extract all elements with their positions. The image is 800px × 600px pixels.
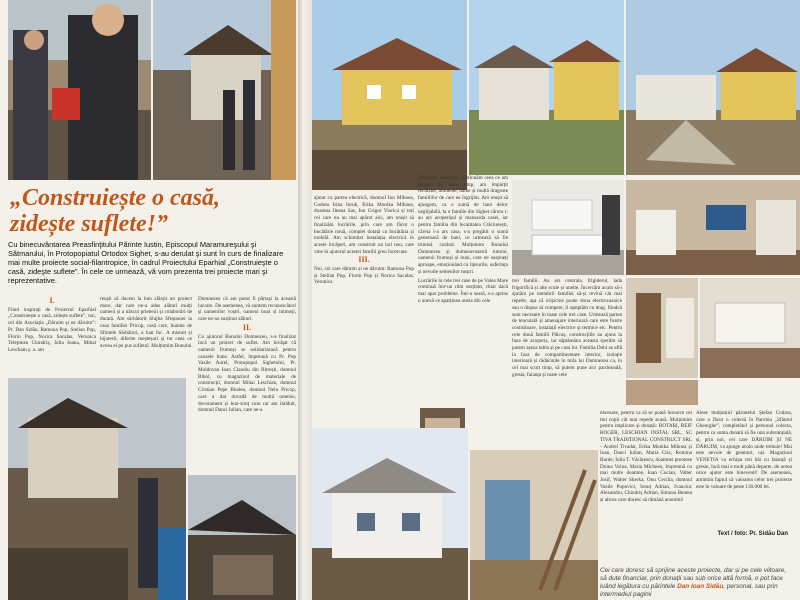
title-line-2: zidește suflete!” — [10, 211, 168, 237]
photo-burnt-house-people — [153, 0, 296, 180]
page-gutter — [298, 0, 312, 600]
callout-tail: , personal, sau prin intermediul paginii — [600, 583, 778, 598]
text-column-6 — [600, 410, 692, 562]
donation-callout — [600, 567, 790, 599]
column-4b-text: Lucrările la cele trei case de pe Valea Mare continuă într-un ritm susținut, chiar dacă mai apar probleme. Într-o seară, s-a aprins o anexă ce aparținea uneia din cele — [418, 277, 508, 304]
photo-new-kitchen — [512, 180, 624, 275]
photo-interior-strip — [626, 380, 698, 405]
section-heading-1: I. — [49, 296, 55, 305]
photo-house-construction-3 — [626, 0, 800, 175]
text-column-4 — [418, 175, 508, 405]
photo-priest-with-victim — [8, 0, 151, 180]
column-3a-text: ajutat cu partea electrică, domnul Ion Mihnea, Codrea Irina Ioruk, Erika Monika Mihnea, doamna Ileana Sas, Ion Grigor Viorica și toți cei care nu au mai apărut aici, am reușit să finalizăm lucrările, prin care am făcut o bucătărie nouă, complet dotată cu bucătăria și mobilă. Am schimbat instalația electrică în aceste încăperi, am construit un hol nou, care vine în ajutorul acestei familii greu încercate. — [314, 195, 414, 255]
text-column-3 — [314, 195, 414, 427]
photo-hallway — [626, 278, 698, 378]
column-2a-text: reușit să ducem la bun sfârșit un proiect mare, dar care ne-a adus alături mulți oameni și a născut prietenii și colaborări de durată. Am sărbătorit Slujba Sfeștaniei la casa familiei Pricop, casă care, înainte de Sfintele Sărbători, a luat foc. A mistuit și bijuterii, diferite meșteșuri și tot ceea ce aveau ei pe pus sufletul. Mulțumim Bunului — [100, 296, 192, 349]
text-column-7 — [696, 410, 792, 528]
column-5-text: trei familii. Au ars centrala, frigiderul, lada frigorifică și alte scule și unelte. Încercăm acum să-i ajutăm pe membrii familiei să-și revină cât mai repede, așa că orișicine poate dona electrocasnice sau o dispus să cumpere, îl așteptăm cu drag. fiindcă sunt necesare în toate cele trei case. Urmează partea de tencuială și amenajare interioară care este foarte costisitoare, instalații electrice și termice etc. Pentru cele două familii Pălcuș, construcțiile au ajuns la faza de acoperiș, iar săptămâna aceasta sperăm să putem așeza tabla și pe casa lor. Familia Dobi se află la faza de compartimentare interior, izolație interioară și rădăcinile în mila lui Dumnezeu ca, în cel mai scurt timp, să putem pune aici pardoseală, gresia, faianța și toate cele — [512, 278, 622, 378]
photo-white-house — [312, 428, 468, 600]
text-column-1 — [8, 296, 96, 376]
callout-text: Cei care doresc să sprijine aceste proiecte, dar și pe cele viitoare, să dute financiar, prin donații sau sub orice altă formă, o pot face luând legătura cu părintele — [600, 567, 787, 590]
column-1-text: Fiind inspirați de Proiectul Eparhial „Construiește o casă, zidește suflete”, noi, cei din Asociația „Dăruim și ne dăruim”: Pr. Dan Sidău, Ramona Pop, Stelian Pop, Florin Pop, Norica Sacalas, Veronica Teleptean Chindriș, Iulia Ioana, Mihai Leschian ș. a. am — [8, 306, 96, 353]
column-7-text: Alese mulțumiri părintelui Ștefan Codrea, care a făcut o colectă în Parohia „Sfântul Gheorghe”, completând și personal colecta, pentru ca suma donată să fie una substanțială, și, prin noi, cei care DĂRUIM ȘI NE DĂRUIM, va ajunge acolo unde trebuie! Mai este nevoie de geamuri, uși. Magazinul VENETIA va echipa trei băi cu faianță și gresie, încă mai e mult până departe, de aceea orice ajutor este binevenit! De asemenea, amintim faptul că valoarea celor trei proiecte este în valoare de peste 130.000 lei. — [696, 410, 792, 490]
article-lead: Cu binecuvântarea Preasfinţitului Părinte Iustin, Episcopul Maramureşului şi Sătmarului, în Protopopiatul Ortodox Sighet, s-au derulat şi sunt în curs de finalizare mai multe proiecte social-filantropice, în cadrul Proiectului Eparhial „Construieşte o casă, zideşte suflete”. În cele ce urmează, vă vom prezenta trei proiecte mari şi reprezentative. — [8, 240, 284, 285]
column-6-text: necesare, pentru ca să se poată întoarce cei trei copii cât mai repede acasă. Mulțumim pentru implicare și donații: ROTARI, REIF ROGER, LESCHIAN INSTAL SRL, SC TIVA TRADITIONAL CONSTRUCT SRL - Andrei Tivadar, Erika Monika Mihnea și Ioan, Danci Iulian, Maria Cisc, Romina Burde, Iulia T. Văcărescu, doamnei preotese Doina Voina, Maria Mîchneu, împreună cu mai multe doamne, Ioan Cocian, Valter Josif, Walter Skerka, Onu Cecilia, domnul Vasile Popovici, Ionuț Adrian, Ivanciuc Alexandru, Chindriș Adrian, Simona Bentea și altora care doresc să rămână anonimi! — [600, 410, 692, 504]
text-column-2a — [100, 296, 192, 376]
section-heading-3: III. — [358, 255, 370, 265]
column-2b-text: Dumnezeu că am putut fi părtași la această lucrare. De asemenea, vă suntem recunoscători și oamenilor voștri, oameni buni și inimoși, care ne-au susținut alături. — [198, 296, 296, 323]
column-4a-text: Teleptean Chindriș, continuăm ceea ce am început și, între timp, am împărțit rechizite, alimente, haine și multă dragoste familiilor de care ne îngrijim. Am reușit să ajungem, ca o sumă de bani deloc neglijabilă, la o familie din Sighet cărora i-au ars acoperișul și mansarda casei, iar pentru familia din localitatea Crăciunești, căreia i-a ars casa, s-a pregătit o sumă generoasă de bani, ce urmează să fie trimisă curând. Mulțumim Bunului Dumnezeu și dumneavoastră tuturor, oamenii frumoși și buni, care ne susțineți aproape, emoționând cu lipsurile, suferința și nevoile semenilor noștri. — [418, 175, 508, 275]
photo-house-construction-1 — [312, 0, 467, 190]
callout-name: Dan Ioan Sidău — [677, 583, 724, 590]
photo-burnt-debris — [8, 378, 186, 600]
column-2c-text: Cu ajutorul Bunului Dumnezeu, s-a finalizat încă un proiect de suflet. Am învățat că oamenii frumoși se solidarizează pentru cauzele bune. Astfel, împreună cu Pr. Pop Vasile Aurel, Protopopul Sighetului, Pr. Moldovan Ioan Claudiu din Bitrești, domnul Bihol, cu magazinul de materiale de construcții, domnul Mihai Leschian, domnul Cristian Pepe Blodea, domnul Nelu Pricop, care a dat dovadă de multă omenie, devotament și bun-simț cum rar am întâlnit, domnul Danci Iulian, care ne-a — [198, 333, 296, 414]
section-heading-2: II. — [242, 322, 252, 332]
title-line-1: „Construiește o casă, — [10, 185, 221, 211]
article-title — [10, 185, 295, 237]
photo-burnt-ruins — [188, 475, 296, 600]
photo-interior-stairs — [470, 450, 598, 600]
photo-credit: Text / foto: Pr. Sidău Dan — [717, 531, 788, 537]
column-3b-text: Noi, cei care dăruim și ne dăruim: Ramona Pop și Stelian Pop, Florin Pop și Norica Sacalas, Veronica — [314, 266, 414, 286]
photo-room-interior — [700, 278, 800, 378]
photo-house-construction-2 — [469, 0, 624, 175]
photo-living-room — [626, 180, 800, 275]
text-column-2b — [198, 296, 296, 474]
